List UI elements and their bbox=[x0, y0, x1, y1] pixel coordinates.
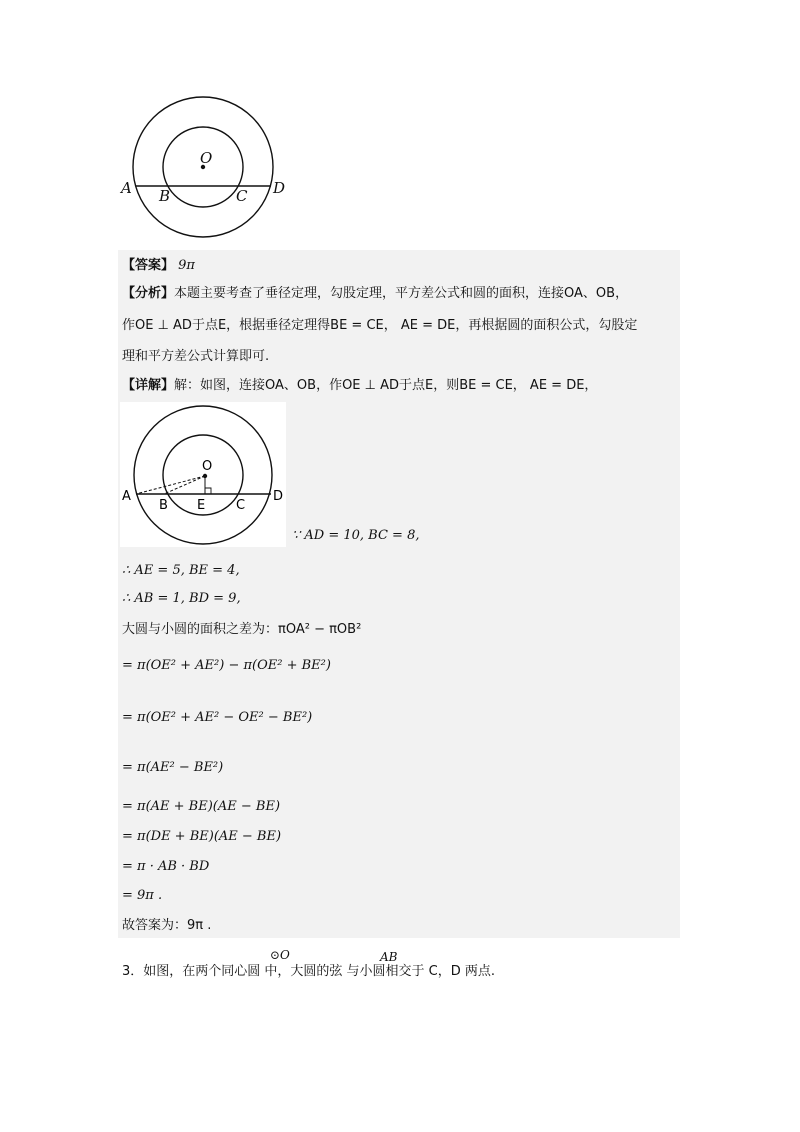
figure-1-svg bbox=[118, 95, 293, 245]
analysis-line-3: 理和平方差公式计算即可. bbox=[122, 349, 270, 364]
center-point-2 bbox=[203, 474, 207, 478]
step-product: = π · AB · BD bbox=[122, 859, 210, 874]
figure-2-svg bbox=[120, 402, 286, 547]
answer-value: 9π bbox=[178, 258, 195, 273]
label-a: A bbox=[121, 179, 132, 197]
step-area-diff: 大圆与小圆的面积之差为：πOA² − πOB² bbox=[122, 622, 362, 637]
concentric-circles-figure-2 bbox=[120, 402, 286, 547]
question-3-chord: AB bbox=[380, 950, 398, 964]
step-simplify: = π(AE² − BE²) bbox=[122, 760, 224, 775]
detail-line-1 bbox=[122, 376, 597, 396]
analysis-text-1: 本题主要考查了垂径定理，勾股定理，平方差公式和圆的面积，连接OA、OB， bbox=[174, 286, 629, 301]
label-o-2: O bbox=[202, 459, 213, 474]
step-expand-1: = π(OE² + AE²) − π(OE² + BE²) bbox=[122, 658, 331, 673]
right-angle-mark bbox=[205, 488, 211, 494]
label-c-2: C bbox=[236, 498, 246, 513]
label-d: D bbox=[273, 179, 286, 197]
question-3-text: 3．如图，在两个同心圆 中，大圆的弦 与小圆相交于 C，D 两点. bbox=[122, 964, 496, 979]
label-c: C bbox=[236, 187, 248, 205]
detail-tag: 【详解】 bbox=[122, 378, 175, 393]
step-result: = 9π . bbox=[122, 888, 163, 903]
analysis-line-2: 作OE ⊥ AD于点E，根据垂径定理得BE = CE， AE = DE，再根据圆的面积公式，勾股定 bbox=[122, 318, 638, 333]
question-3-odot: ⊙O bbox=[270, 948, 290, 962]
label-a-2: A bbox=[122, 489, 131, 504]
detail-text-1: 解：如图，连接OA、OB，作OE ⊥ AD于点E，则BE = CE， AE = DE， bbox=[174, 378, 598, 393]
large-circle-2 bbox=[134, 406, 272, 544]
concentric-circles-figure bbox=[118, 95, 293, 245]
answer-line bbox=[122, 256, 195, 276]
step-expand-2: = π(OE² + AE² − OE² − BE²) bbox=[122, 710, 313, 725]
label-e-2: E bbox=[197, 498, 206, 513]
label-b-2: B bbox=[159, 498, 168, 513]
step-ab-bd: ∴ AB = 1, BD = 9, bbox=[122, 591, 241, 606]
step-factor-1: = π(AE + BE)(AE − BE) bbox=[122, 799, 281, 814]
step-given: ∵ AD = 10, BC = 8, bbox=[292, 528, 420, 543]
step-factor-2: = π(DE + BE)(AE − BE) bbox=[122, 829, 282, 844]
analysis-tag: 【分析】 bbox=[122, 286, 175, 301]
final-answer-line: 故答案为：9π . bbox=[122, 918, 212, 933]
analysis-line-1 bbox=[122, 284, 628, 304]
label-o: O bbox=[200, 149, 213, 167]
label-d-2: D bbox=[273, 489, 284, 504]
answer-tag: 【答案】 bbox=[122, 258, 175, 273]
step-ae-be: ∴ AE = 5, BE = 4, bbox=[122, 563, 240, 578]
label-b: B bbox=[159, 187, 171, 205]
